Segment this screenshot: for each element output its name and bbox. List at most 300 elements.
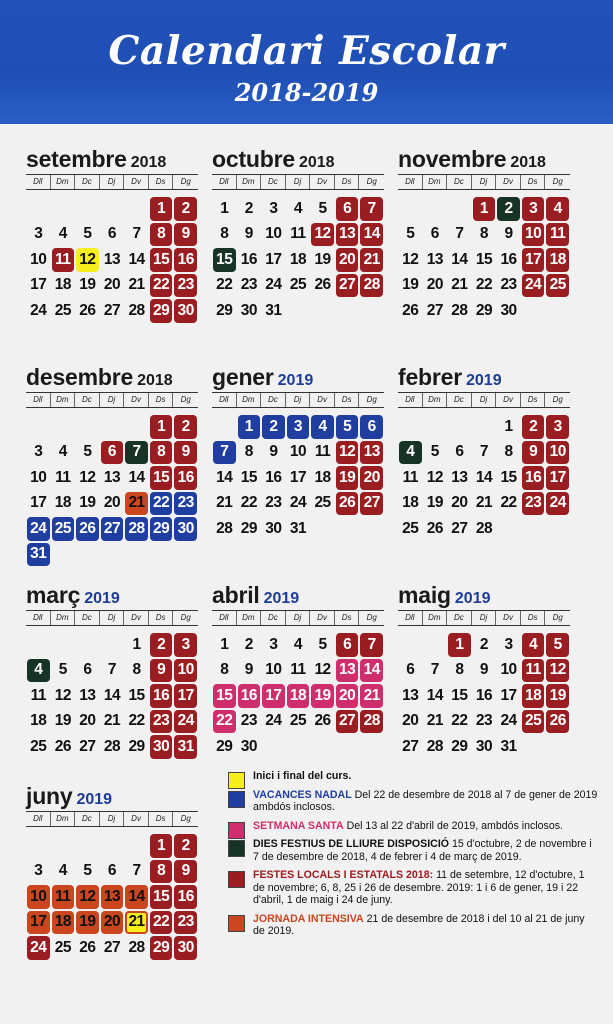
legend-swatch <box>228 915 245 932</box>
day-cell: 14 <box>426 686 443 704</box>
day-cell: 7 <box>360 197 383 221</box>
legend-swatch <box>228 840 245 857</box>
day-cell: 17 <box>30 494 47 512</box>
empty-cell <box>51 833 76 859</box>
day-cell: 1 <box>220 635 229 653</box>
weekday-label: Dv <box>310 393 335 407</box>
day-cell: 7 <box>107 661 117 679</box>
day-cell: 9 <box>244 661 253 679</box>
day-cell: 14 <box>128 250 145 268</box>
day-cell: 16 <box>522 466 545 490</box>
day-cell: 21 <box>128 276 145 294</box>
weekday-label: Dj <box>472 393 497 407</box>
day-cell: 17 <box>30 276 47 294</box>
empty-cell <box>398 196 423 222</box>
day-cell: 14 <box>125 885 148 909</box>
day-cell: 25 <box>54 938 71 956</box>
month-header <box>26 146 198 174</box>
weekday-label: Dg <box>366 177 377 186</box>
weekday-label: Dg <box>552 395 563 404</box>
day-cell: 5 <box>83 443 92 461</box>
day-cell: 16 <box>174 885 197 909</box>
day-cell: 12 <box>426 468 443 486</box>
day-cell: 21 <box>475 494 493 512</box>
day-cell: 1 <box>473 197 496 221</box>
day-cell: 10 <box>265 661 282 679</box>
day-cell: 17 <box>27 911 50 935</box>
day-cell: 11 <box>290 661 306 679</box>
weekday-label: Dj <box>286 175 311 189</box>
day-cell: 7 <box>479 443 489 461</box>
legend-item <box>228 820 598 833</box>
day-cell: 3 <box>34 225 43 243</box>
day-cell: 15 <box>500 468 517 486</box>
day-cell: 5 <box>430 443 439 461</box>
day-cell: 2 <box>174 197 197 221</box>
day-cell: 24 <box>289 494 307 512</box>
weekday-label: Dm <box>51 812 76 826</box>
month-abril <box>212 582 384 760</box>
weekday-label: Dv <box>310 175 335 189</box>
legend-description: 15 d'octubre, 2 de novembre i 7 de desembre de 2018, 4 de febrer i 4 de març de 2019. <box>253 838 592 863</box>
day-cell: 7 <box>132 862 141 880</box>
day-cell: 20 <box>79 712 96 730</box>
day-cell: 15 <box>150 466 173 490</box>
day-cell: 12 <box>546 659 569 683</box>
day-cell: 20 <box>101 911 124 935</box>
day-cell: 27 <box>336 710 359 734</box>
month-name: novembre <box>398 146 507 172</box>
legend-text <box>253 770 598 783</box>
day-cell: 10 <box>265 225 282 243</box>
day-grid <box>212 414 384 542</box>
day-cell: 10 <box>174 659 197 683</box>
weekday-label: Dm <box>423 393 448 407</box>
legend-title: FESTES LOCALS I ESTATALS 2018: <box>253 869 434 881</box>
day-cell: 18 <box>402 494 419 512</box>
header-banner <box>0 0 613 124</box>
day-cell: 8 <box>150 860 173 884</box>
day-cell: 8 <box>244 443 253 461</box>
empty-cell <box>212 414 237 440</box>
day-cell: 5 <box>58 661 67 679</box>
month-year: 2019 <box>277 372 314 389</box>
day-cell: 6 <box>83 661 92 679</box>
day-cell: 4 <box>293 635 303 653</box>
day-cell: 30 <box>240 301 257 319</box>
month-name: febrer <box>398 364 462 390</box>
day-cell: 6 <box>336 197 359 221</box>
weekday-label: Dj <box>472 175 497 189</box>
day-cell: 19 <box>402 276 419 294</box>
day-cell: 25 <box>52 517 75 541</box>
day-cell: 23 <box>240 712 257 730</box>
empty-cell <box>51 632 76 658</box>
day-cell: 19 <box>79 276 96 294</box>
empty-cell <box>423 414 448 440</box>
day-cell: 18 <box>30 712 47 730</box>
day-cell: 13 <box>451 468 468 486</box>
legend-description: Del 22 de desembre de 2018 al 7 de gener de 2019 ambdós inclosos. <box>253 788 598 813</box>
month-year: 2018 <box>510 154 546 171</box>
day-cell: 9 <box>244 225 253 243</box>
day-cell: 2 <box>174 834 197 858</box>
day-cell: 9 <box>150 659 173 683</box>
weekday-label: Dv <box>496 393 521 407</box>
day-cell: 4 <box>293 199 303 217</box>
day-cell: 4 <box>27 659 50 683</box>
day-cell: 16 <box>238 684 261 708</box>
day-cell: 4 <box>58 443 67 461</box>
day-cell: 15 <box>240 468 257 486</box>
day-cell: 16 <box>265 468 282 486</box>
weekday-label: Dll <box>398 611 423 625</box>
day-cell: 21 <box>216 494 233 512</box>
month-header <box>398 582 570 610</box>
day-cell: 17 <box>174 684 197 708</box>
legend-swatch <box>228 871 245 888</box>
day-cell: 7 <box>125 441 148 465</box>
day-cell: 26 <box>79 301 96 319</box>
day-cell: 16 <box>174 466 197 490</box>
day-cell: 13 <box>336 223 359 247</box>
month-header <box>26 783 198 811</box>
empty-cell <box>100 414 125 440</box>
day-cell: 25 <box>402 519 419 537</box>
weekday-header <box>398 610 570 626</box>
legend-text <box>253 869 598 907</box>
day-cell: 17 <box>262 684 285 708</box>
empty-cell <box>124 414 149 440</box>
day-cell: 15 <box>128 686 145 704</box>
day-cell: 19 <box>311 684 334 708</box>
weekday-label: Dm <box>51 175 76 189</box>
weekday-label: Dc <box>447 611 472 625</box>
day-cell: 26 <box>402 301 419 319</box>
day-cell: 1 <box>150 197 173 221</box>
month-name: desembre <box>26 364 134 390</box>
month-header <box>26 582 198 610</box>
day-cell: 31 <box>289 519 307 537</box>
day-cell: 10 <box>30 250 47 268</box>
empty-cell <box>423 196 448 222</box>
day-cell: 9 <box>269 443 278 461</box>
day-cell: 29 <box>150 936 173 960</box>
weekday-label: Dm <box>237 393 262 407</box>
weekday-label: Dc <box>75 611 100 625</box>
day-cell: 11 <box>30 686 46 704</box>
day-cell: 2 <box>479 635 489 653</box>
weekday-label: Dj <box>100 393 125 407</box>
day-cell: 15 <box>213 248 236 272</box>
day-cell: 20 <box>451 494 468 512</box>
legend-item <box>228 913 598 938</box>
day-cell: 3 <box>522 197 545 221</box>
month-name: octubre <box>212 146 295 172</box>
weekday-header <box>398 174 570 190</box>
day-cell: 25 <box>314 494 331 512</box>
weekday-header <box>26 174 198 190</box>
day-cell: 14 <box>360 223 383 247</box>
day-cell: 27 <box>402 737 419 755</box>
day-cell: 5 <box>318 199 327 217</box>
day-cell: 27 <box>79 737 96 755</box>
day-cell: 18 <box>546 248 569 272</box>
day-cell: 18 <box>54 494 71 512</box>
weekday-label: Dv <box>124 175 149 189</box>
weekday-label: Dv <box>124 812 149 826</box>
day-cell: 26 <box>336 492 359 516</box>
day-cell: 6 <box>360 415 383 439</box>
legend-title: SETMANA SANTA <box>253 819 344 832</box>
day-cell: 27 <box>336 274 359 298</box>
day-cell: 31 <box>500 737 517 755</box>
weekday-label: Dc <box>75 812 100 826</box>
empty-cell <box>51 414 76 440</box>
day-cell: 29 <box>150 299 173 323</box>
weekday-label: Dll <box>26 393 51 407</box>
empty-cell <box>75 632 100 658</box>
month-maig <box>398 582 570 760</box>
legend-text <box>253 820 598 833</box>
day-cell: 5 <box>406 225 415 243</box>
day-cell: 4 <box>58 225 67 243</box>
weekday-label: Ds <box>335 611 360 625</box>
day-cell: 12 <box>336 441 359 465</box>
legend-swatch <box>228 791 245 808</box>
empty-cell <box>100 196 125 222</box>
weekday-label: Dm <box>423 611 448 625</box>
day-cell: 20 <box>336 248 359 272</box>
month-header <box>26 364 198 392</box>
day-cell: 12 <box>79 468 96 486</box>
day-cell: 22 <box>216 276 233 294</box>
day-cell: 21 <box>125 911 148 935</box>
day-cell: 14 <box>128 468 145 486</box>
day-cell: 5 <box>83 225 92 243</box>
empty-cell <box>75 414 100 440</box>
day-cell: 28 <box>128 301 145 319</box>
day-cell: 28 <box>451 301 468 319</box>
day-grid <box>398 632 570 760</box>
day-grid <box>212 632 384 760</box>
day-cell: 26 <box>314 712 331 730</box>
day-cell: 13 <box>336 659 359 683</box>
day-cell: 22 <box>128 712 145 730</box>
day-cell: 22 <box>150 492 173 516</box>
day-cell: 6 <box>336 633 359 657</box>
page-subtitle: 2018-2019 <box>234 78 379 107</box>
weekday-label: Dll <box>398 393 423 407</box>
day-cell: 2 <box>497 197 520 221</box>
day-cell: 12 <box>76 885 99 909</box>
month-gener <box>212 364 384 542</box>
day-cell: 30 <box>174 517 197 541</box>
day-grid <box>212 196 384 324</box>
day-cell: 11 <box>52 885 75 909</box>
weekday-label: Dg <box>180 177 191 186</box>
weekday-label: Dj <box>100 812 125 826</box>
day-cell: 13 <box>79 686 96 704</box>
empty-cell <box>124 833 149 859</box>
day-cell: 24 <box>522 274 545 298</box>
day-cell: 26 <box>79 938 96 956</box>
day-cell: 18 <box>522 684 545 708</box>
weekday-label: Dc <box>261 611 286 625</box>
day-cell: 22 <box>213 710 236 734</box>
weekday-label: Dj <box>286 393 311 407</box>
day-cell: 22 <box>150 274 173 298</box>
weekday-label: Ds <box>521 175 546 189</box>
day-cell: 20 <box>103 276 121 294</box>
day-cell: 20 <box>336 684 359 708</box>
legend-text <box>253 913 598 938</box>
weekday-label: Dm <box>423 175 448 189</box>
day-cell: 30 <box>240 737 257 755</box>
day-cell: 20 <box>402 712 419 730</box>
day-grid <box>398 414 570 542</box>
day-cell: 19 <box>76 911 99 935</box>
day-cell: 21 <box>426 712 443 730</box>
day-cell: 10 <box>500 661 517 679</box>
day-cell: 3 <box>287 415 310 439</box>
day-cell: 14 <box>475 468 493 486</box>
day-cell: 4 <box>546 197 569 221</box>
day-cell: 24 <box>30 301 47 319</box>
day-cell: 11 <box>546 223 569 247</box>
day-cell: 13 <box>101 885 124 909</box>
day-cell: 21 <box>103 712 121 730</box>
day-cell: 24 <box>265 712 282 730</box>
day-cell: 24 <box>546 492 569 516</box>
day-cell: 25 <box>54 301 71 319</box>
month-desembre <box>26 364 198 567</box>
day-cell: 27 <box>103 938 121 956</box>
weekday-label: Dv <box>496 611 521 625</box>
month-year: 2018 <box>130 154 167 171</box>
day-cell: 19 <box>426 494 443 512</box>
day-cell: 18 <box>314 468 331 486</box>
month-header <box>212 582 384 610</box>
day-cell: 12 <box>311 223 334 247</box>
weekday-label: Dj <box>286 611 311 625</box>
legend-title: Inici i final del curs. <box>253 770 352 782</box>
day-cell: 22 <box>500 494 517 512</box>
day-cell: 18 <box>289 250 307 268</box>
weekday-header <box>26 811 198 827</box>
day-cell: 3 <box>269 635 278 653</box>
day-cell: 24 <box>27 517 50 541</box>
day-cell: 23 <box>475 712 493 730</box>
weekday-label: Ds <box>521 611 546 625</box>
weekday-label: Dll <box>212 175 237 189</box>
weekday-label: Dc <box>75 175 100 189</box>
day-grid <box>26 414 198 567</box>
day-cell: 2 <box>244 635 253 653</box>
day-cell: 1 <box>448 633 471 657</box>
day-cell: 3 <box>174 633 197 657</box>
weekday-label: Dm <box>237 175 262 189</box>
day-cell: 28 <box>103 737 121 755</box>
day-cell: 14 <box>103 686 121 704</box>
day-cell: 14 <box>360 659 383 683</box>
day-cell: 22 <box>451 712 468 730</box>
day-cell: 14 <box>451 250 468 268</box>
day-cell: 30 <box>174 936 197 960</box>
weekday-label: Dc <box>261 175 286 189</box>
day-cell: 19 <box>314 250 331 268</box>
day-cell: 19 <box>79 494 96 512</box>
day-cell: 16 <box>475 686 493 704</box>
month-octubre <box>212 146 384 324</box>
legend-item <box>228 838 598 863</box>
day-cell: 7 <box>132 225 141 243</box>
day-cell: 1 <box>238 415 261 439</box>
day-cell: 29 <box>240 519 257 537</box>
day-cell: 17 <box>500 686 517 704</box>
month-name: març <box>26 582 81 608</box>
day-cell: 8 <box>132 661 141 679</box>
day-cell: 3 <box>269 199 278 217</box>
empty-cell <box>447 414 472 440</box>
day-cell: 25 <box>522 710 545 734</box>
day-cell: 22 <box>240 494 257 512</box>
day-cell: 27 <box>451 519 468 537</box>
legend-swatch <box>228 772 245 789</box>
month-year: 2019 <box>466 372 502 389</box>
day-grid <box>26 196 198 324</box>
day-cell: 9 <box>174 860 197 884</box>
empty-cell <box>472 414 497 440</box>
day-cell: 25 <box>289 712 307 730</box>
weekday-label: Dj <box>472 611 497 625</box>
day-cell: 30 <box>174 299 197 323</box>
day-cell: 22 <box>150 911 173 935</box>
weekday-label: Ds <box>521 393 546 407</box>
day-cell: 21 <box>360 684 383 708</box>
day-cell: 28 <box>475 519 493 537</box>
legend-title: DIES FESTIUS DE LLIURE DISPOSICIÓ <box>253 838 450 850</box>
day-cell: 3 <box>546 415 569 439</box>
weekday-label: Dg <box>180 613 191 622</box>
day-cell: 1 <box>132 635 141 653</box>
day-cell: 17 <box>265 250 282 268</box>
day-cell: 15 <box>213 684 236 708</box>
day-cell: 26 <box>314 276 331 294</box>
weekday-label: Dll <box>26 175 51 189</box>
month-year: 2019 <box>454 590 491 607</box>
weekday-label: Dll <box>212 393 237 407</box>
page-title: Calendari Escolar <box>108 28 505 74</box>
day-cell: 30 <box>475 737 493 755</box>
day-cell: 4 <box>522 633 545 657</box>
day-cell: 2 <box>150 633 173 657</box>
legend-text <box>253 838 598 863</box>
weekday-label: Ds <box>149 393 174 407</box>
day-cell: 12 <box>402 250 419 268</box>
day-cell: 6 <box>406 661 415 679</box>
day-grid <box>26 632 198 760</box>
day-cell: 14 <box>216 468 233 486</box>
day-cell: 10 <box>27 885 50 909</box>
day-cell: 26 <box>76 517 99 541</box>
day-cell: 3 <box>504 635 513 653</box>
day-cell: 24 <box>174 710 197 734</box>
month-header <box>212 146 384 174</box>
day-grid <box>26 833 198 961</box>
day-cell: 23 <box>522 492 545 516</box>
day-cell: 21 <box>451 276 468 294</box>
